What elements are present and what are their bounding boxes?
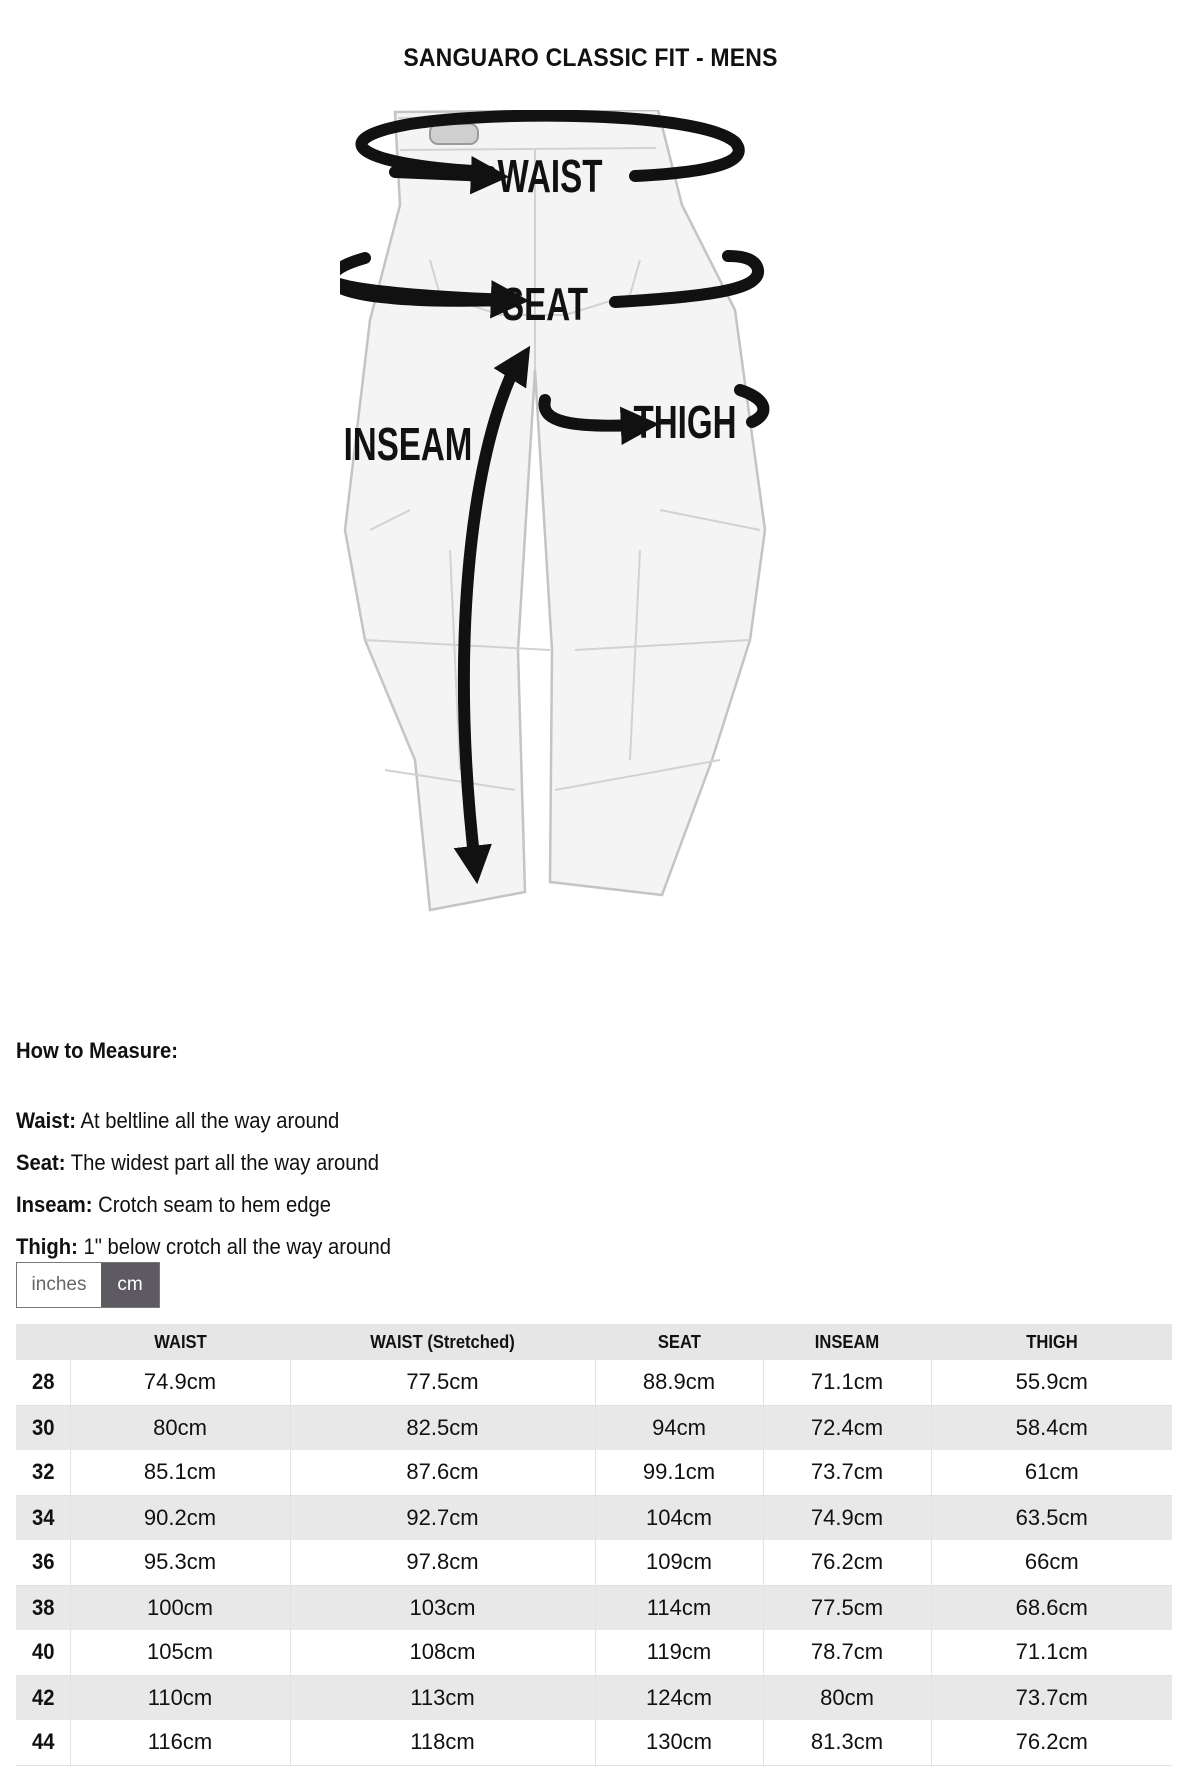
waist-stretched-cell: 82.5cm xyxy=(290,1405,595,1450)
seat-cell: 104cm xyxy=(595,1495,763,1540)
inseam-cell: 71.1cm xyxy=(763,1360,931,1405)
unit-cm-button[interactable]: cm xyxy=(101,1263,159,1307)
thigh-cell: 76.2cm xyxy=(931,1720,1172,1765)
instruction-text: Crotch seam to hem edge xyxy=(92,1192,332,1217)
inseam-cell: 81.3cm xyxy=(763,1720,931,1765)
waist-label: WAIST xyxy=(497,151,603,203)
table-row xyxy=(16,1450,1172,1495)
measurement-instructions xyxy=(16,1100,391,1268)
size-cell: 32 xyxy=(16,1450,70,1495)
thigh-cell: 55.9cm xyxy=(931,1360,1172,1405)
unit-inches-button[interactable]: inches xyxy=(17,1263,101,1307)
waist-cell: 110cm xyxy=(70,1675,290,1720)
size-cell: 34 xyxy=(16,1495,70,1540)
thigh-cell: 66cm xyxy=(931,1540,1172,1585)
instruction-term: Inseam: xyxy=(16,1192,93,1217)
how-to-measure-heading: How to Measure: xyxy=(16,1038,178,1063)
seat-cell: 114cm xyxy=(595,1585,763,1630)
waist-cell: 80cm xyxy=(70,1405,290,1450)
size-cell: 28 xyxy=(16,1360,70,1405)
instruction-text: At beltline all the way around xyxy=(75,1108,340,1133)
inseam-label: INSEAM xyxy=(343,419,473,471)
page-title: SANGUARO CLASSIC FIT - MENS xyxy=(403,44,778,72)
seat-cell: 124cm xyxy=(595,1675,763,1720)
waist-cell: 90.2cm xyxy=(70,1495,290,1540)
thigh-cell: 58.4cm xyxy=(931,1405,1172,1450)
size-cell: 36 xyxy=(16,1540,70,1585)
waist-cell: 74.9cm xyxy=(70,1360,290,1405)
inseam-cell: 74.9cm xyxy=(763,1495,931,1540)
inseam-cell: 77.5cm xyxy=(763,1585,931,1630)
table-row xyxy=(16,1585,1172,1630)
thigh-cell: 63.5cm xyxy=(931,1495,1172,1540)
size-cell: 38 xyxy=(16,1585,70,1630)
instruction-term: Seat: xyxy=(16,1150,66,1175)
pants-measurement-diagram xyxy=(340,110,870,1010)
waist-cell: 105cm xyxy=(70,1630,290,1675)
instruction-text: 1" below crotch all the way around xyxy=(77,1234,392,1259)
inseam-cell: 76.2cm xyxy=(763,1540,931,1585)
instruction-term: Thigh: xyxy=(16,1234,78,1259)
header-seat: SEAT xyxy=(595,1324,763,1360)
thigh-cell: 71.1cm xyxy=(931,1630,1172,1675)
seat-cell: 99.1cm xyxy=(595,1450,763,1495)
inseam-cell: 72.4cm xyxy=(763,1405,931,1450)
seat-cell: 130cm xyxy=(595,1720,763,1765)
seat-cell: 88.9cm xyxy=(595,1360,763,1405)
table-header-row xyxy=(16,1324,1172,1360)
table-row xyxy=(16,1675,1172,1720)
waist-cell: 85.1cm xyxy=(70,1450,290,1495)
inseam-cell: 73.7cm xyxy=(763,1450,931,1495)
table-row xyxy=(16,1630,1172,1675)
size-cell: 40 xyxy=(16,1630,70,1675)
inseam-cell: 78.7cm xyxy=(763,1630,931,1675)
size-cell: 42 xyxy=(16,1675,70,1720)
waist-stretched-cell: 97.8cm xyxy=(290,1540,595,1585)
waist-cell: 95.3cm xyxy=(70,1540,290,1585)
size-cell: 44 xyxy=(16,1720,70,1765)
instruction-seat xyxy=(16,1142,391,1184)
seat-cell: 119cm xyxy=(595,1630,763,1675)
seat-cell: 109cm xyxy=(595,1540,763,1585)
waist-cell: 116cm xyxy=(70,1720,290,1765)
seat-label: SEAT xyxy=(502,279,588,331)
size-chart-table xyxy=(16,1324,1172,1766)
table-row xyxy=(16,1720,1172,1765)
table-row xyxy=(16,1405,1172,1450)
waist-stretched-cell: 113cm xyxy=(290,1675,595,1720)
instruction-term: Waist: xyxy=(16,1108,76,1133)
size-cell: 30 xyxy=(16,1405,70,1450)
unit-toggle xyxy=(16,1262,160,1308)
seat-cell: 94cm xyxy=(595,1405,763,1450)
inseam-cell: 80cm xyxy=(763,1675,931,1720)
waist-stretched-cell: 118cm xyxy=(290,1720,595,1765)
waist-stretched-cell: 108cm xyxy=(290,1630,595,1675)
table-row xyxy=(16,1540,1172,1585)
header-thigh: THIGH xyxy=(931,1324,1172,1360)
header-inseam: INSEAM xyxy=(763,1324,931,1360)
belt-loop-icon xyxy=(430,124,478,144)
instruction-waist xyxy=(16,1100,391,1142)
instruction-inseam xyxy=(16,1184,391,1226)
header-waist: WAIST xyxy=(70,1324,290,1360)
instruction-text: The widest part all the way around xyxy=(65,1150,380,1175)
header-waist-stretched: WAIST (Stretched) xyxy=(290,1324,595,1360)
table-row xyxy=(16,1360,1172,1405)
thigh-cell: 73.7cm xyxy=(931,1675,1172,1720)
table-row xyxy=(16,1495,1172,1540)
thigh-cell: 68.6cm xyxy=(931,1585,1172,1630)
waist-stretched-cell: 92.7cm xyxy=(290,1495,595,1540)
thigh-cell: 61cm xyxy=(931,1450,1172,1495)
waist-stretched-cell: 87.6cm xyxy=(290,1450,595,1495)
waist-stretched-cell: 77.5cm xyxy=(290,1360,595,1405)
header-size xyxy=(16,1324,70,1360)
waist-cell: 100cm xyxy=(70,1585,290,1630)
thigh-label: THIGH xyxy=(633,397,737,449)
waist-stretched-cell: 103cm xyxy=(290,1585,595,1630)
